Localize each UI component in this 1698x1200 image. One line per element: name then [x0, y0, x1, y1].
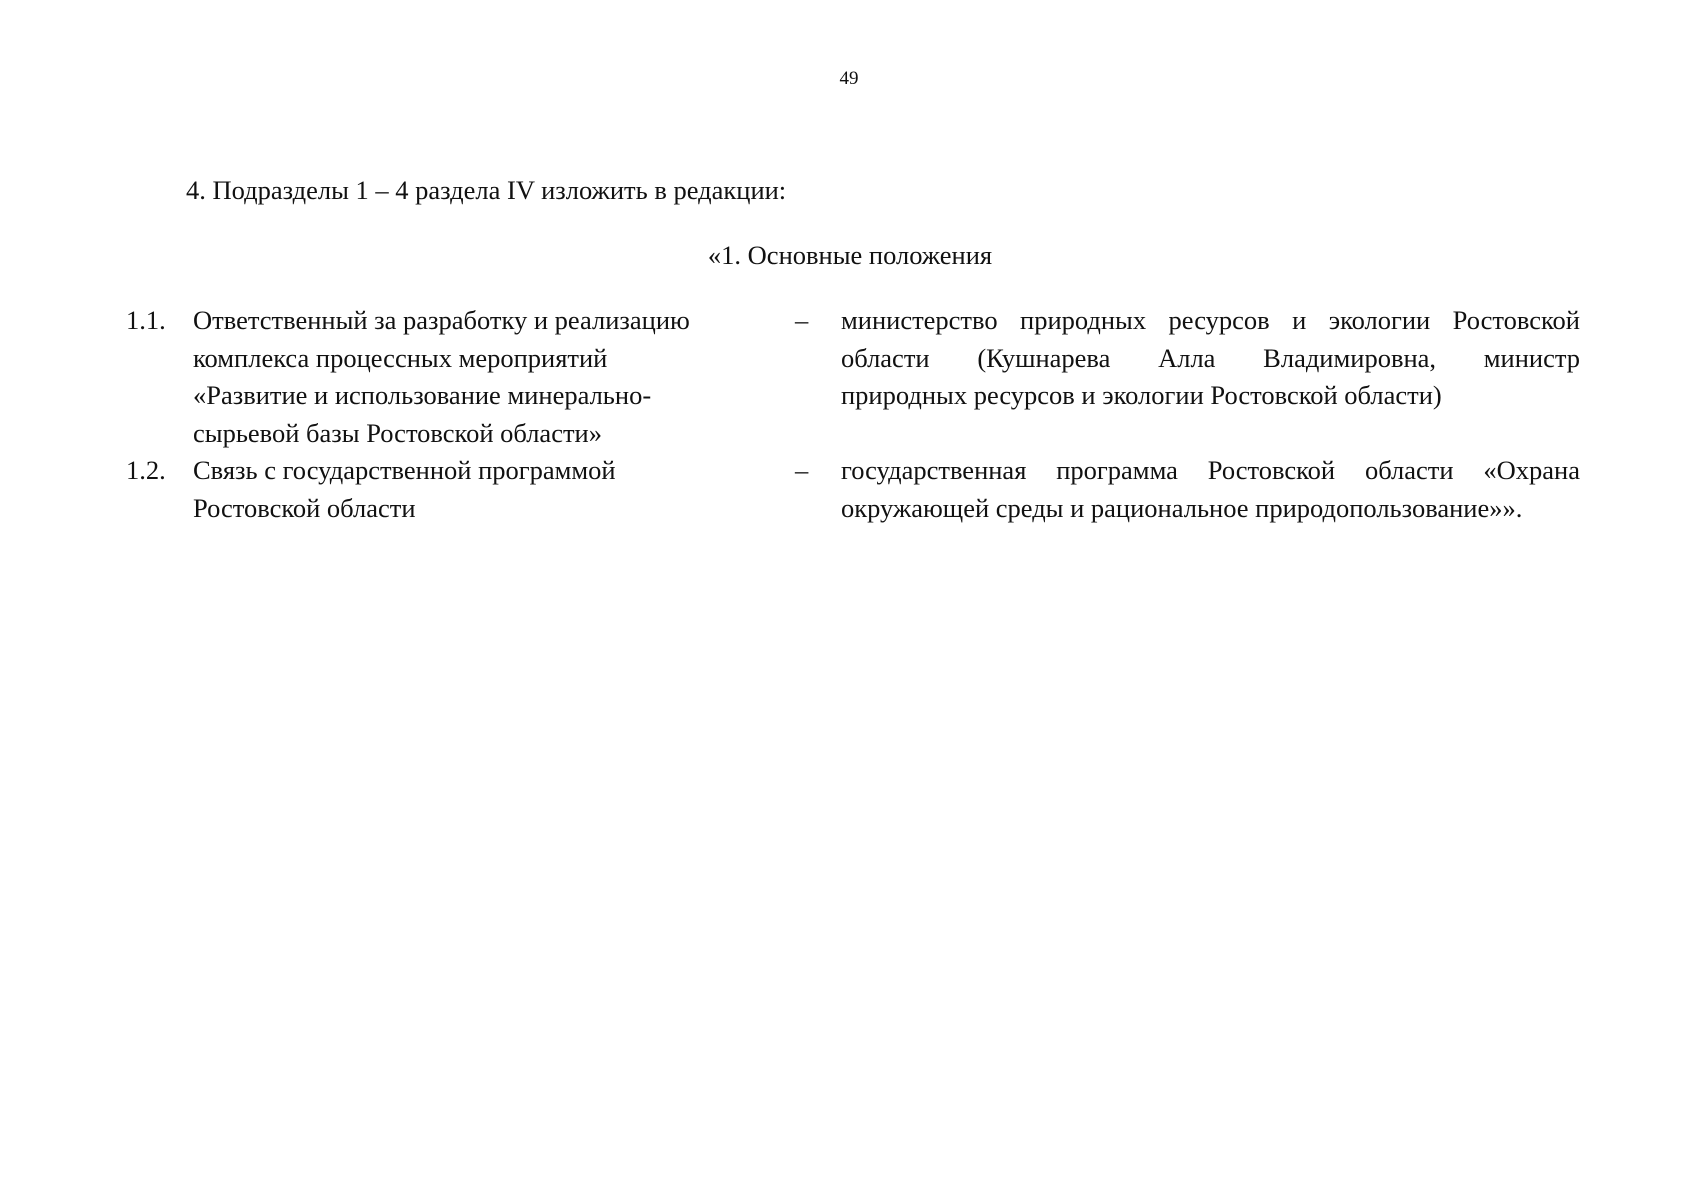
provision-value-line: области (Кушнарева Алла Владимировна, министр — [841, 342, 1580, 373]
provision-value — [841, 302, 1580, 415]
provision-row — [0, 452, 1698, 527]
provision-label-line: Связь с государственной программой — [193, 455, 616, 485]
provision-value-line: государственная программа Ростовской области «Охрана — [841, 455, 1580, 485]
provision-dash: – — [795, 455, 809, 485]
provision-label — [193, 302, 753, 452]
section-title — [0, 237, 1698, 274]
provision-value-line: окружающей среды и рациональное природопользование»». — [841, 492, 1523, 523]
provision-label-line: комплекса процессных мероприятий — [193, 342, 608, 373]
page-number: 49 — [839, 68, 859, 89]
provision-row — [0, 302, 1698, 452]
provision-label-line: Ответственный за разработку и реализацию — [193, 305, 690, 335]
provision-label-line: сырьевой базы Ростовской области» — [193, 417, 602, 448]
provisions-list — [0, 302, 1698, 527]
provision-dash: – — [795, 305, 809, 335]
provision-value-line: природных ресурсов и экологии Ростовской области) — [841, 380, 1442, 410]
provision-value — [841, 452, 1580, 527]
provision-label-line: Ростовской области — [193, 492, 416, 523]
provision-label — [193, 452, 753, 527]
provision-number: 1.2. — [126, 455, 166, 485]
intro-paragraph: 4. Подразделы 1 – 4 раздела IV изложить в редакции: — [186, 175, 787, 205]
section-title-text: «1. Основные положения — [707, 240, 993, 270]
provision-value-line: министерство природных ресурсов и экологии Ростовской — [841, 305, 1580, 335]
provision-number: 1.1. — [126, 305, 166, 335]
provision-label-line: «Развитие и использование минерально- — [193, 380, 652, 410]
